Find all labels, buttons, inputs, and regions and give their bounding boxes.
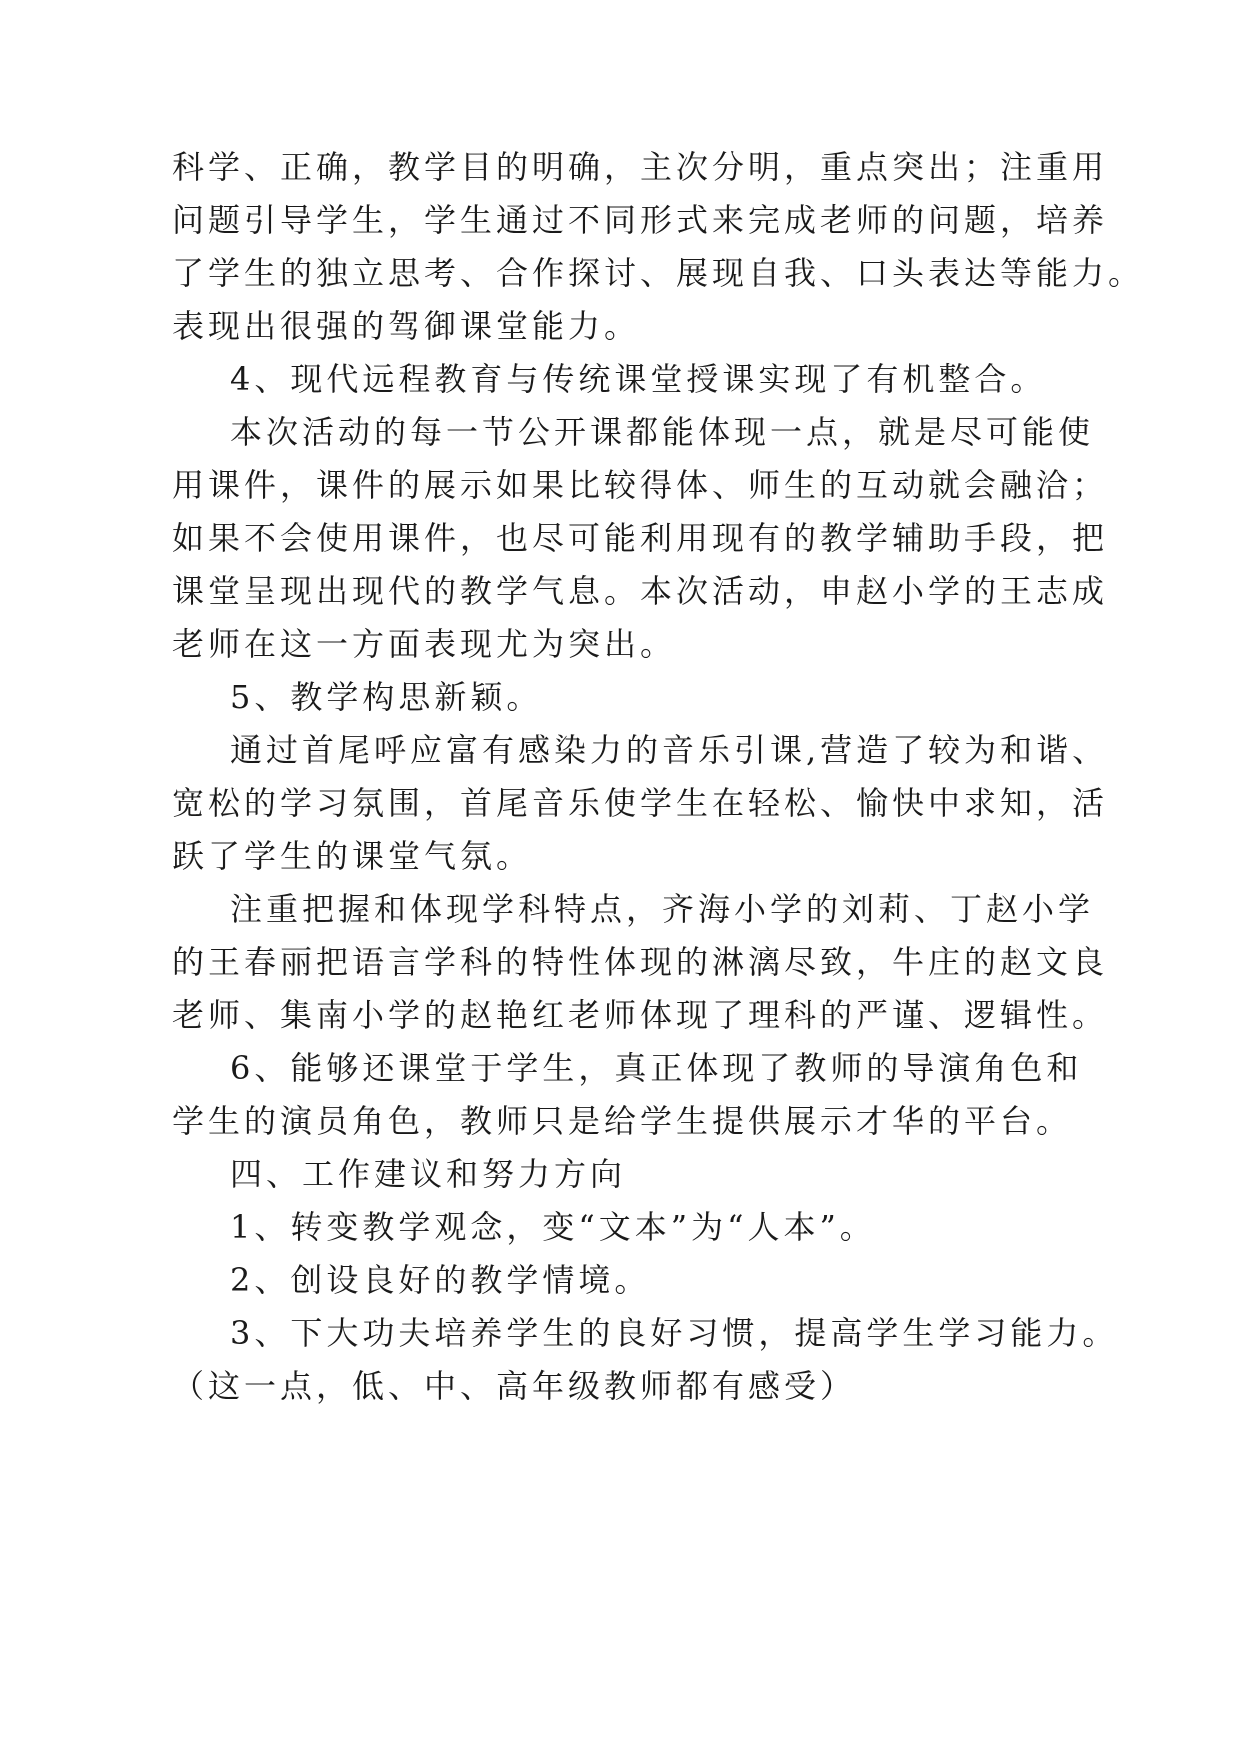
- section-heading: 四、工作建议和努力方向: [230, 1155, 627, 1193]
- text-line: 课堂呈现出现代的教学气息。本次活动，申赵小学的王志成: [172, 572, 1109, 610]
- text-line: 了学生的独立思考、合作探讨、展现自我、口头表达等能力。: [172, 254, 1145, 292]
- text-line: 6、能够还课堂于学生，真正体现了教师的导演角色和: [230, 1049, 1083, 1087]
- text-line: 用课件，课件的展示如果比较得体、师生的互动就会融洽；: [172, 466, 1109, 504]
- text-line: 注重把握和体现学科特点，齐海小学的刘莉、丁赵小学: [230, 890, 1095, 928]
- text-line: 如果不会使用课件，也尽可能利用现有的教学辅助手段，把: [172, 519, 1109, 557]
- text-line: 科学、正确，教学目的明确，主次分明，重点突出；注重用: [172, 148, 1109, 186]
- text-line: 通过首尾呼应富有感染力的音乐引课,营造了较为和谐、: [230, 731, 1109, 769]
- text-line: 学生的演员角色，教师只是给学生提供展示才华的平台。: [172, 1102, 1073, 1140]
- text-line: 老师在这一方面表现尤为突出。: [172, 625, 677, 663]
- text-line: 5、教学构思新颖。: [230, 678, 543, 716]
- text-line: 1、转变教学观念，变“文本”为“人本”。: [230, 1208, 876, 1246]
- text-line: 宽松的学习氛围，首尾音乐使学生在轻松、愉快中求知，活: [172, 784, 1109, 822]
- text-line: 本次活动的每一节公开课都能体现一点，就是尽可能使: [230, 413, 1095, 451]
- text-line: （这一点，低、中、高年级教师都有感受）: [172, 1367, 857, 1405]
- text-line: 表现出很强的驾御课堂能力。: [172, 307, 641, 345]
- text-line: 4、现代远程教育与传统课堂授课实现了有机整合。: [230, 360, 1047, 398]
- text-line: 的王春丽把语言学科的特性体现的淋漓尽致，牛庄的赵文良: [172, 943, 1109, 981]
- text-line: 老师、集南小学的赵艳红老师体现了理科的严谨、逻辑性。: [172, 996, 1109, 1034]
- text-line: 3、下大功夫培养学生的良好习惯，提高学生学习能力。: [230, 1314, 1119, 1352]
- text-line: 2、创设良好的教学情境。: [230, 1261, 651, 1299]
- text-line: 问题引导学生，学生通过不同形式来完成老师的问题，培养: [172, 201, 1109, 239]
- text-line: 跃了学生的课堂气氛。: [172, 837, 533, 875]
